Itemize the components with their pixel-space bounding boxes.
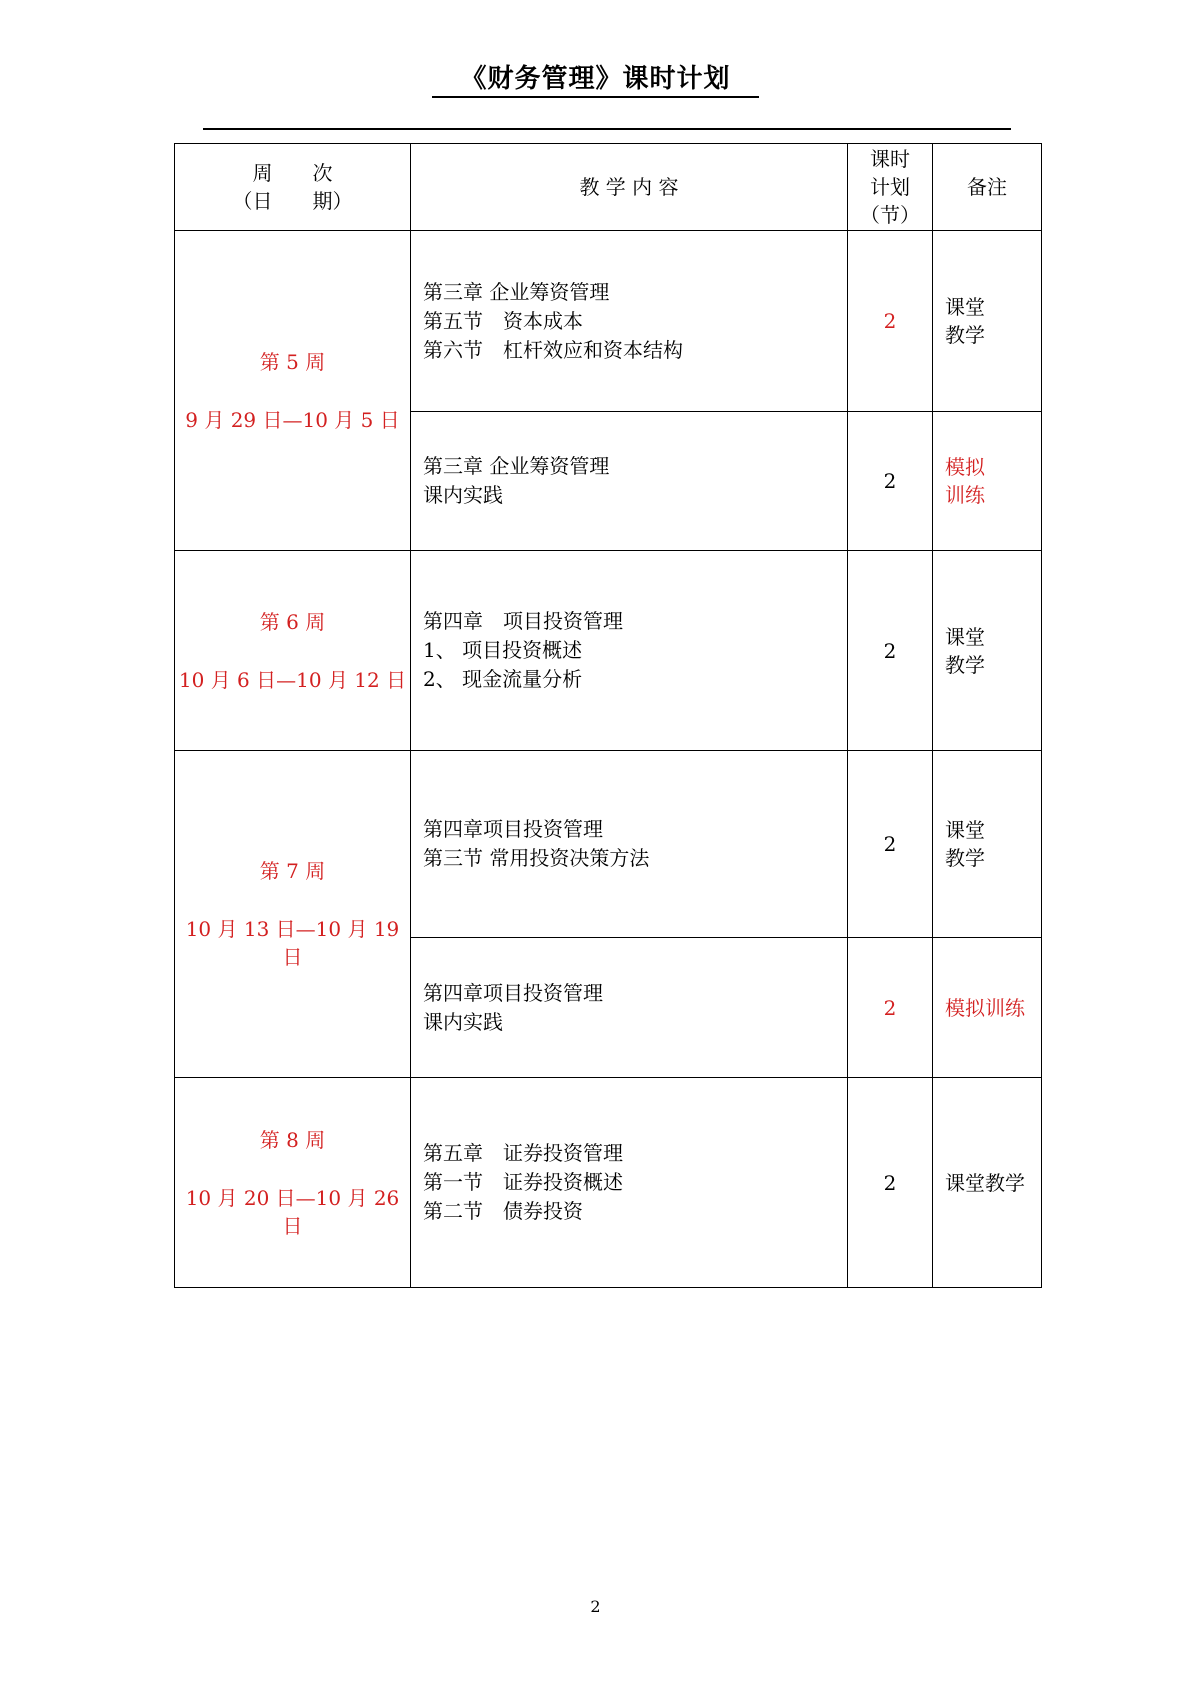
note-cell	[933, 551, 1042, 751]
header-hours-cell	[848, 144, 933, 231]
note-line: 教学	[945, 652, 985, 677]
note-cell	[933, 1078, 1042, 1288]
header-row	[175, 144, 1042, 231]
hours-cell: 2	[848, 938, 933, 1078]
header-hours-line3: （节）	[860, 203, 920, 227]
week-label: 第 8 周	[259, 1127, 326, 1152]
header-note-cell	[933, 144, 1042, 231]
content-line: 第二节 债券投资	[423, 1199, 583, 1223]
lesson-plan-table	[174, 143, 1042, 1288]
note-line: 模拟训练	[945, 995, 1025, 1020]
content-line: 第三节 常用投资决策方法	[423, 846, 650, 870]
content-line: 课内实践	[423, 1009, 503, 1034]
date-range: 10 月 6 日—10 月 12 日	[178, 667, 407, 692]
page-number: 2	[590, 1597, 601, 1616]
header-content-label: 教 学 内 容	[579, 175, 679, 199]
week-cell	[175, 231, 411, 551]
content-line: 课内实践	[423, 483, 503, 507]
content-cell	[411, 1078, 848, 1288]
header-content-cell	[411, 144, 848, 231]
week-label: 第 6 周	[259, 609, 326, 634]
week-cell	[175, 551, 411, 751]
content-cell	[411, 751, 848, 938]
note-cell	[933, 938, 1042, 1078]
note-cell	[933, 231, 1042, 412]
week-cell	[175, 751, 411, 1078]
content-line: 第一节 证券投资概述	[423, 1170, 623, 1194]
table-row	[175, 1078, 1042, 1288]
content-line: 第四章项目投资管理	[423, 980, 603, 1005]
note-line: 训练	[945, 483, 985, 507]
content-line: 2、 现金流量分析	[423, 667, 583, 691]
content-line: 第六节 杠杆效应和资本结构	[423, 337, 683, 362]
hours-cell: 2	[848, 1078, 933, 1288]
content-line: 第三章 企业筹资管理	[423, 454, 610, 478]
header-note-label: 备注	[967, 175, 1007, 199]
content-line: 第五节 资本成本	[423, 308, 583, 333]
table-row	[175, 551, 1042, 751]
note-line: 课堂	[945, 818, 985, 842]
week-cell	[175, 1078, 411, 1288]
content-line: 第四章项目投资管理	[423, 817, 603, 841]
note-line: 教学	[945, 323, 985, 347]
hours-cell: 2	[848, 751, 933, 938]
content-line: 1、 项目投资概述	[423, 638, 583, 662]
content-line: 第五章 证券投资管理	[423, 1141, 623, 1165]
week-label: 第 5 周	[259, 349, 326, 374]
header-hours-line2: 计划	[870, 175, 910, 199]
table-row	[175, 231, 1042, 412]
content-cell	[411, 551, 848, 751]
note-line: 课堂	[945, 295, 985, 319]
date-range: 10 月 20 日—10 月 26 日	[185, 1185, 400, 1238]
note-line: 模拟	[945, 455, 985, 479]
document-title-text: 《财务管理》课时计划	[432, 64, 758, 98]
note-cell	[933, 751, 1042, 938]
date-range: 9 月 29 日—10 月 5 日	[185, 407, 400, 432]
document-title	[0, 58, 1191, 95]
header-week-label: 周 次	[252, 161, 333, 185]
hours-cell: 2	[848, 231, 933, 412]
header-week-cell	[175, 144, 411, 231]
content-line: 第四章 项目投资管理	[423, 609, 623, 633]
header-date-label: （日 期）	[232, 189, 353, 213]
content-cell	[411, 412, 848, 551]
date-range: 10 月 13 日—10 月 19 日	[185, 917, 400, 969]
hours-cell: 2	[848, 412, 933, 551]
content-line: 第三章 企业筹资管理	[423, 279, 610, 304]
header-hours-line1: 课时	[870, 147, 910, 171]
content-cell	[411, 938, 848, 1078]
content-cell	[411, 231, 848, 412]
title-rule	[203, 128, 1011, 130]
hours-cell: 2	[848, 551, 933, 751]
table-row	[175, 751, 1042, 938]
note-line: 教学	[945, 846, 985, 870]
week-label: 第 7 周	[259, 859, 326, 883]
note-line: 课堂教学	[945, 1170, 1025, 1195]
note-line: 课堂	[945, 624, 985, 649]
note-cell	[933, 412, 1042, 551]
